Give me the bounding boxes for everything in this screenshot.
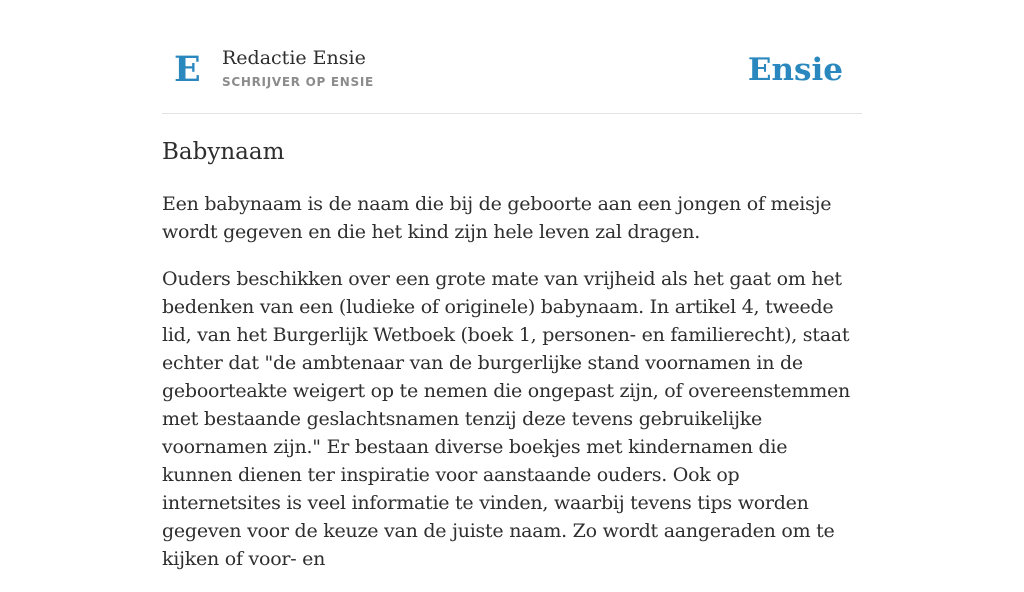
article-paragraph: Een babynaam is de naam die bij de geboorte aan een jongen of meisje wordt gegeven en die het kind zijn hele leven zal dragen. — [162, 193, 832, 243]
ensie-logo[interactable]: Ensie — [747, 52, 843, 88]
author-avatar[interactable]: E — [174, 49, 201, 90]
article-title: Babynaam — [162, 139, 285, 165]
article-body — [162, 190, 862, 592]
author-role: SCHRIJVER OP ENSIE — [222, 75, 374, 89]
article-paragraph: Ouders beschikken over een grote mate van vrijheid als het gaat om het bedenken van een (ludieke of originele) babynaam. In artikel 4, tweede lid, van het Burgerlijk Wetboek (boek 1, personen- en familierecht), staat echter dat "de ambtenaar van de burgerlijke stand voornamen in de geboorteakte weigert op te nemen die ongepast zijn, of overeenstemmen met bestaande geslachtsnamen tenzij deze tevens gebruikelijke voornamen zijn." Er bestaan diverse boekjes met kindernamen die kunnen dienen ter inspiratie voor aanstaande ouders. Ook op internetsites is veel informatie te vinden, waarbij tevens tips worden gegeven voor de keuze van de juiste naam. Zo wordt aangeraden om te kijken of voor- en — [162, 268, 850, 570]
author-header — [162, 0, 862, 114]
author-name-link[interactable]: Redactie Ensie — [222, 47, 366, 69]
